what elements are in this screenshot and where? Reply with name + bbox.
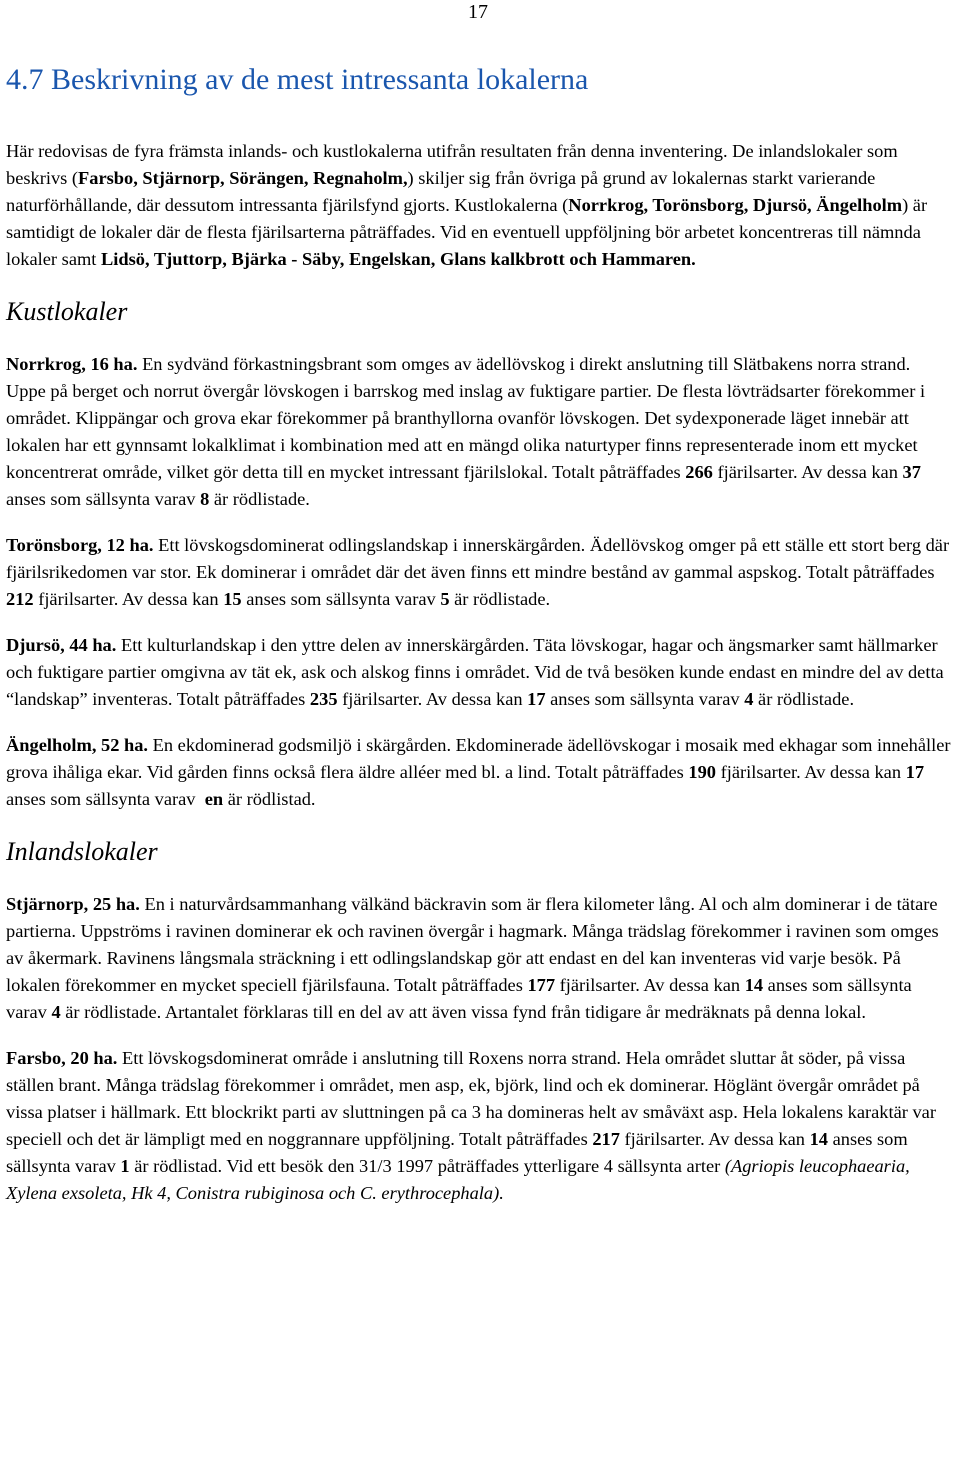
intro-paragraph: [6, 138, 954, 273]
site-text: fjärilsarter. Av dessa kan: [619, 1129, 810, 1149]
site-name: Torönsborg, 12 ha.: [6, 535, 154, 555]
redlisted-count: 4: [744, 689, 754, 709]
species-list-italic: (Agriopis leucophaearia, Xylena exsoleta, Hk 4, Conistra rubiginosa och C. erythrocephala).: [6, 1156, 910, 1203]
intro-text-2: ) skiljer sig från övriga på grund av lokalernas starkt varierande naturförhållande, där dessutom intressanta fjärilsfynd gjorts. Kustlokalerna (: [6, 168, 876, 215]
redlisted-count: 4: [51, 1002, 61, 1022]
site-description: En i naturvårdsammanhang välkänd bäckravin som är flera kilometer lång. Al och alm dominerar i de tätare partierna. Uppströms i ravinen dominerar ek och ravinen övergår i hagmark. Många trädslag förekommer i ravinen som omges av åkermark. Ravinens långsmala sträckning i ett odlingslandskap gör att endast en del kan inventeras vid varje besök. På lokalen förekommer en mycket speciell fjärilsfauna. Totalt påträffades: [6, 894, 939, 995]
site-text: är rödlistade.: [753, 689, 855, 709]
site-text: är rödlistad.: [223, 789, 316, 809]
site-description: Ett kulturlandskap i den yttre delen av innerskärgården. Täta lövskogar, hagar och ängsmarker samt hällmarker och fuktigare partier omgivna av tät ek, ask och alskog finns i området. Vid de två besöken kunde endast en mindre del av detta “landskap” inventeras. Totalt påträffades: [6, 635, 944, 709]
site-text: anses som sällsynta varav: [241, 589, 441, 609]
followup-sites-list: Lidsö, Tjuttorp, Bjärka - Säby, Engelskan, Glans kalkbrott och Hammaren.: [101, 249, 696, 269]
site-text: fjärilsarter. Av dessa kan: [555, 975, 745, 995]
redlisted-count: 8: [200, 489, 210, 509]
site-text: anses som sällsynta varav: [545, 689, 745, 709]
site-description: Ett lövskogsdominerat odlingslandskap i innerskärgården. Ädellövskog omger på ett ställe ett stort berg där fjärilsrikedomen var stor. Ek dominerar i området där det även finns ett mindre bestånd av gammal aspskog. Totalt påträffades: [6, 535, 950, 582]
site-description: En ekdominerad godsmiljö i skärgården. Ekdominerade ädellövskogar i mosaik med ekhagar som innehåller grova ihåliga ekar. Vid gården finns också flera äldre alléer med bl. a lind. Totalt påträffades: [6, 735, 951, 782]
redlisted-count: en: [204, 789, 224, 809]
site-name: Farsbo, 20 ha.: [6, 1048, 118, 1068]
site-text: anses som sällsynta varav: [6, 975, 912, 1022]
inland-heading: Inlandslokaler: [6, 837, 158, 866]
intro-text-3: ) är samtidigt de lokaler där de flesta fjärilsarterna påträffades. Vid en eventuell uppföljning bör arbetet koncentreras till nämnda lokaler samt: [6, 195, 928, 269]
site-text: är rödlistade.: [449, 589, 551, 609]
species-total: 212: [6, 589, 34, 609]
site-name: Djursö, 44 ha.: [6, 635, 117, 655]
coastal-sites-list: Norrkrog, Torönsborg, Djursö, Ängelholm: [568, 195, 903, 215]
site-text: anses som sällsynta varav: [6, 489, 201, 509]
page-number: 17: [468, 1, 488, 23]
rare-count: 17: [527, 689, 546, 709]
species-total: 266: [685, 462, 713, 482]
coastal-heading: Kustlokaler: [6, 297, 128, 326]
site-text: fjärilsarter. Av dessa kan: [33, 589, 224, 609]
site-farsbo: [6, 1045, 954, 1207]
site-text: är rödlistade.: [209, 489, 310, 509]
redlisted-count: 5: [440, 589, 450, 609]
rare-count: 37: [902, 462, 921, 482]
site-description: Ett lövskogsdominerat område i anslutning till Roxens norra strand. Hela området sluttar åt söder, på vissa ställen brant. Många trädslag förekommer i området, men asp, ek, björk, lind och ek dominerar. Höglänt övergår området på vissa platser i hällmark. Ett blockrikt parti av sluttningen på ca 3 ha domineras helt av småväxt asp. Hela lokalens karaktär var speciell och det är lämpligt med en noggrannare uppföljning. Totalt påträffades: [6, 1048, 936, 1149]
section-title: 4.7 Beskrivning av de mest intressanta lokalerna: [6, 63, 589, 96]
rare-count: 15: [223, 589, 242, 609]
species-total: 217: [592, 1129, 620, 1149]
site-description: En sydvänd förkastningsbrant som omges av ädellövskog i direkt anslutning till Slätbakens norra strand. Uppe på berget och norrut övergår lövskogen i barrskog med inslag av fuktigare partier. De flesta lövträdsarter förekommer i området. Klippängar och grova ekar förekommer på branthyllorna ovanför lövskogen. Det sydexponerade läget innebär att lokalen har ett gynnsamt lokalklimat i kombination med att en mängd olika naturtyper finns representerade inom ett mycket koncentrerat område, vilket gör detta till en mycket intressant fjärilslokal. Totalt påträffades: [6, 354, 926, 482]
site-text: fjärilsarter. Av dessa kan: [712, 462, 903, 482]
species-total: 190: [688, 762, 716, 782]
site-angelholm: [6, 732, 954, 813]
site-stjarnorp: [6, 891, 954, 1026]
inland-sites-list: Farsbo, Stjärnorp, Sörängen, Regnaholm,: [78, 168, 408, 188]
site-text: fjärilsarter. Av dessa kan: [716, 762, 906, 782]
redlisted-count: 1: [120, 1156, 130, 1176]
site-name: Norrkrog, 16 ha.: [6, 354, 138, 374]
document-body: [6, 62, 954, 1207]
site-name: Stjärnorp, 25 ha.: [6, 894, 140, 914]
site-text: fjärilsarter. Av dessa kan: [337, 689, 528, 709]
rare-count: 17: [905, 762, 925, 782]
site-djurso: [6, 632, 954, 713]
site-norrkrog: [6, 351, 954, 513]
site-text: anses som sällsynta varav: [6, 1129, 908, 1176]
species-total: 235: [309, 689, 338, 709]
site-text: är rödlistade. Artantalet förklaras till en del av att även vissa fynd från tidigare år medräknats på denna lokal.: [60, 1002, 866, 1022]
intro-text-1: Här redovisas de fyra främsta inlands- och kustlokalerna utifrån resultaten från denna inventering. De inlandslokaler som beskrivs (: [6, 141, 898, 188]
site-toronsborg: [6, 532, 954, 613]
species-total: 177: [527, 975, 556, 995]
rare-count: 14: [744, 975, 764, 995]
site-text: är rödlistad. Vid ett besök den 31/3 1997 påträffades ytterligare 4 sällsynta arter: [129, 1156, 725, 1176]
rare-count: 14: [809, 1129, 828, 1149]
site-text: anses som sällsynta varav: [6, 762, 929, 809]
site-name: Ängelholm, 52 ha.: [6, 735, 149, 755]
